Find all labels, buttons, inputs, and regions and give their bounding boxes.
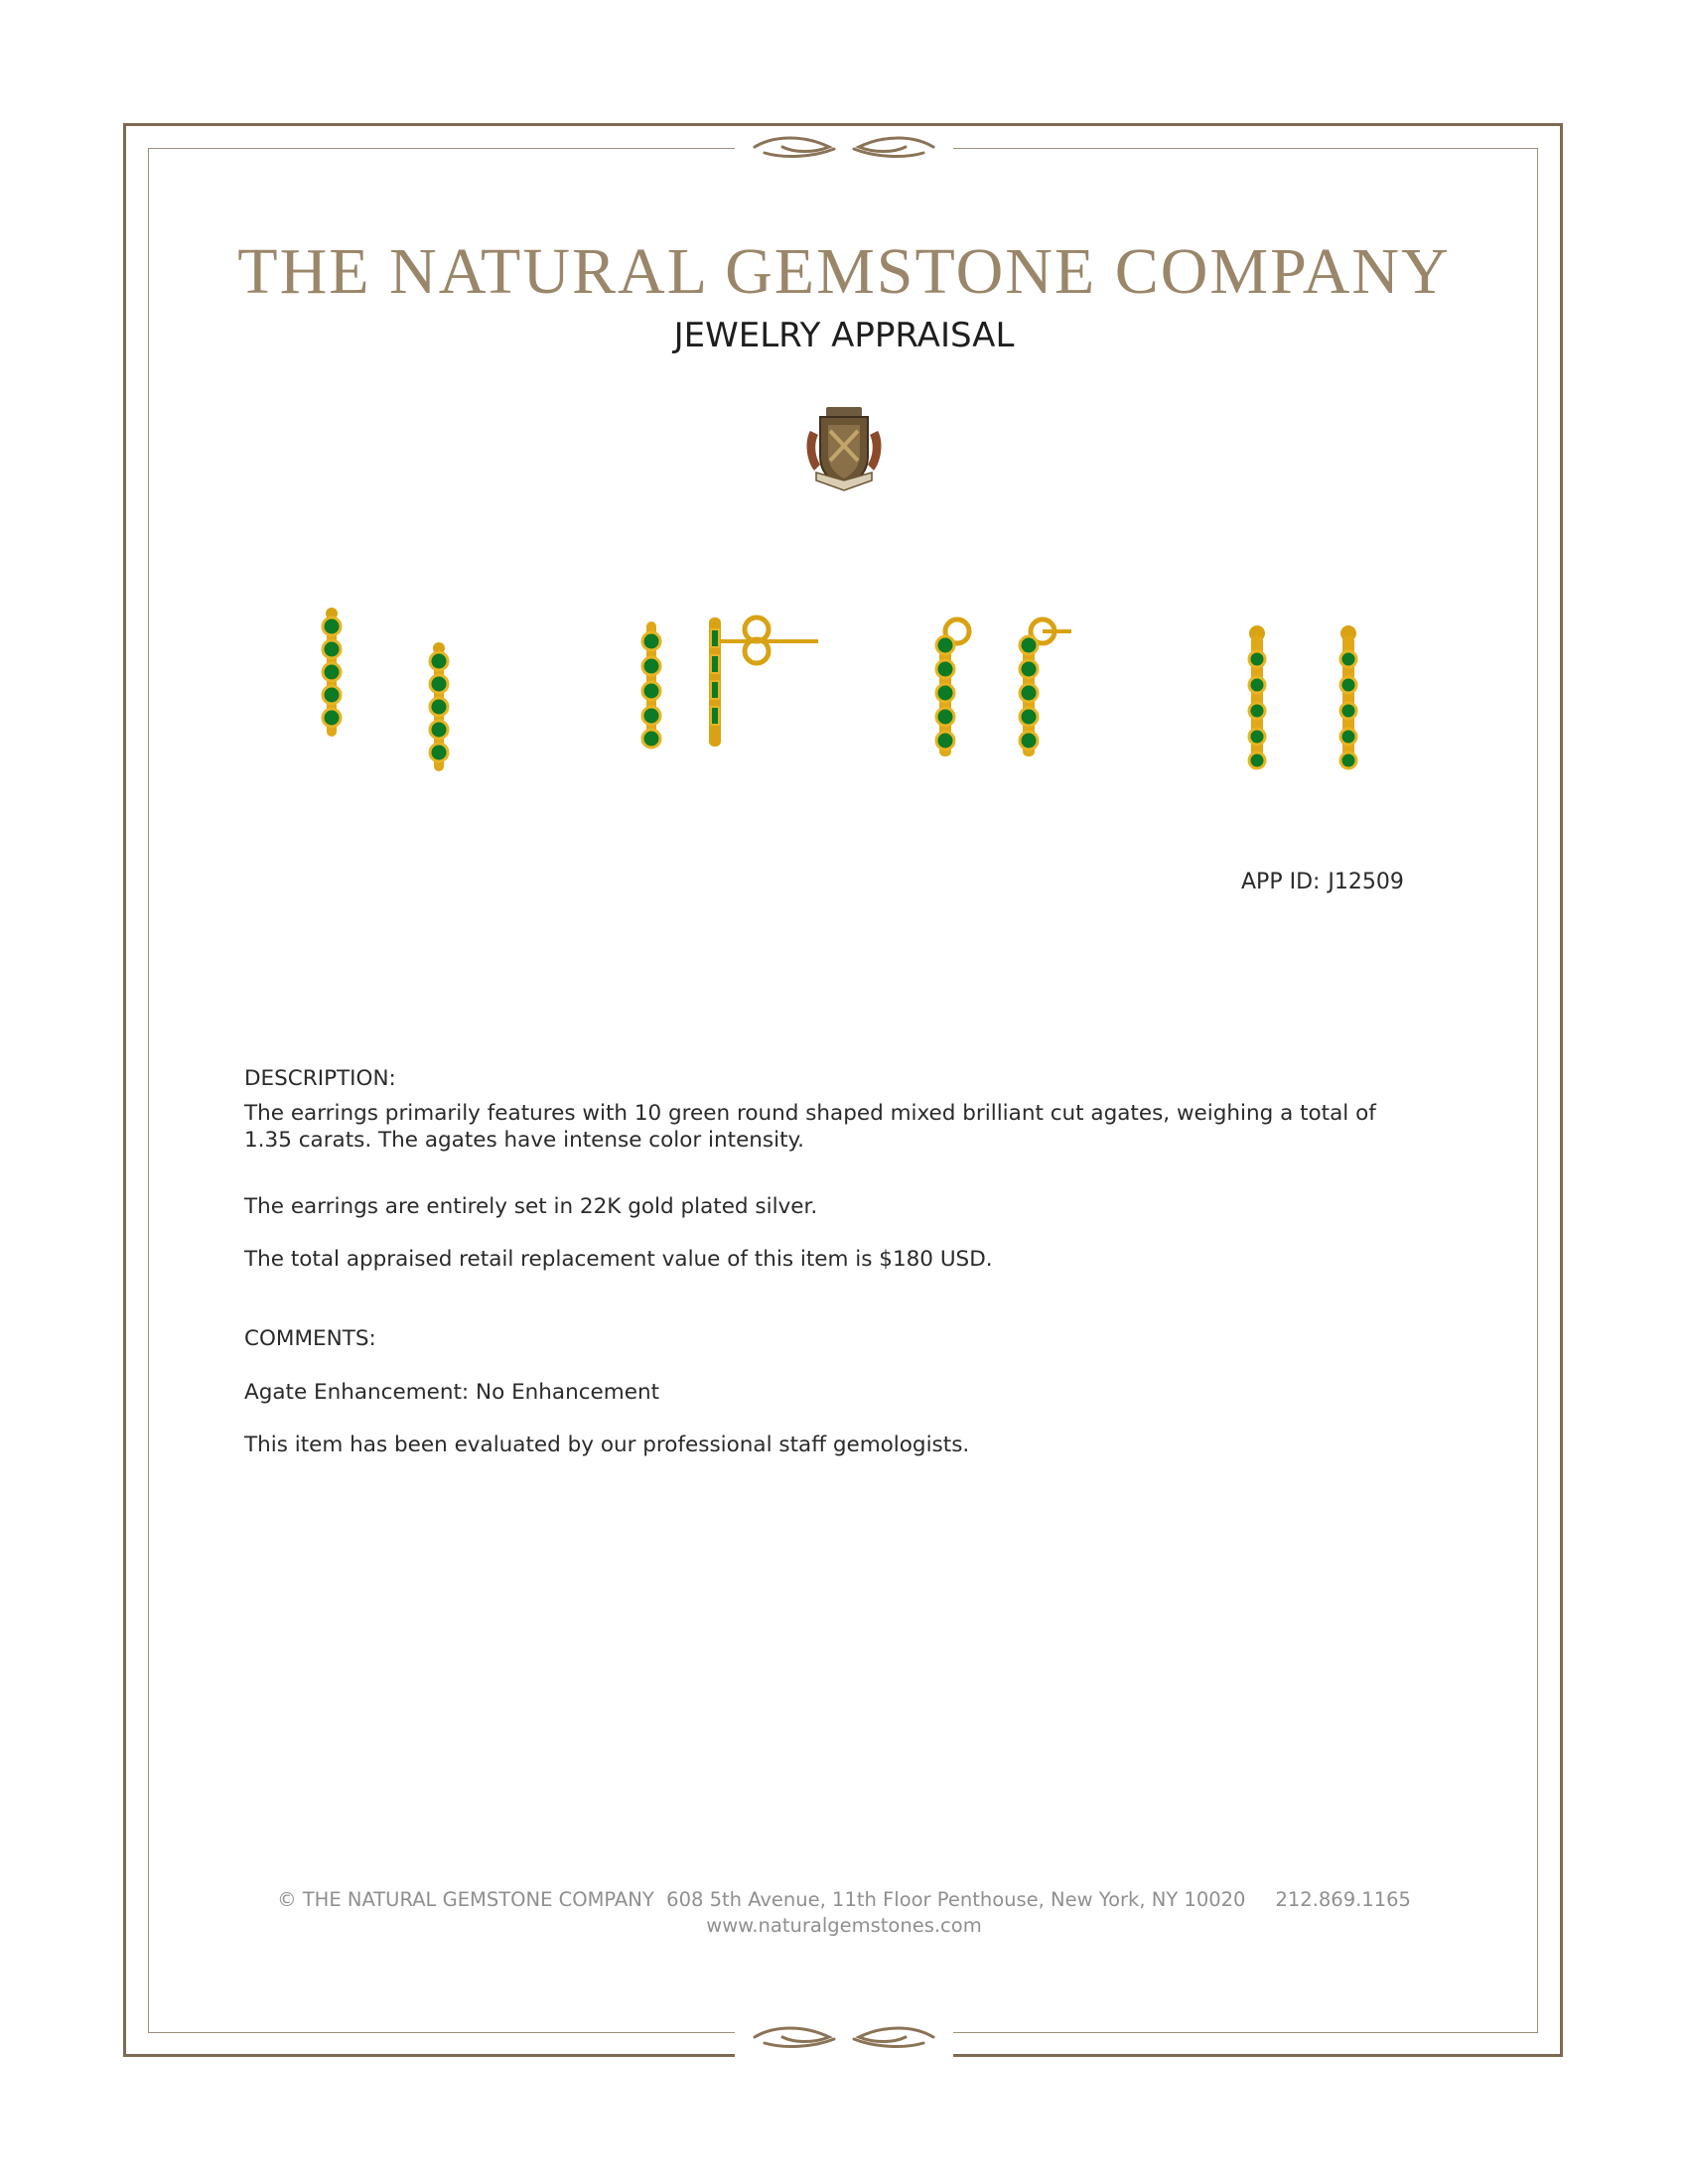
footer-address-line xyxy=(0,1888,1688,1911)
app-id-label: APP ID: xyxy=(1241,870,1321,894)
earring-photo-front xyxy=(246,562,524,836)
description-paragraph: The earrings are entirely set in 22K gold plated silver. xyxy=(244,1194,818,1219)
footer-website[interactable]: www.naturalgemstones.com xyxy=(706,1914,982,1937)
flourish-ornament-icon xyxy=(735,127,953,167)
company-title: THE NATURAL GEMSTONE COMPANY xyxy=(237,235,1451,308)
earring-left xyxy=(323,608,341,737)
description-paragraph: The earrings primarily features with 10 green round shaped mixed brilliant cut agates, weighing a total of 1.35 carats. The agates have intense color intensity. xyxy=(244,1101,1376,1153)
comment-paragraph: This item has been evaluated by our professional staff gemologists. xyxy=(244,1433,970,1457)
product-photo-row xyxy=(246,562,1442,836)
footer-phone: 212.869.1165 xyxy=(1275,1888,1411,1911)
earring-photo-back xyxy=(1164,562,1442,836)
flourish-ornament-icon xyxy=(735,2017,953,2057)
description-paragraph: The total appraised retail replacement value of this item is $180 USD. xyxy=(244,1247,993,1272)
comments-heading: COMMENTS: xyxy=(244,1326,376,1351)
earring-photo-angled xyxy=(858,562,1136,836)
earring-photo-side xyxy=(552,562,830,836)
crest-logo-icon xyxy=(800,401,888,492)
earring-right xyxy=(430,642,448,771)
document-subtitle: JEWELRY APPRAISAL xyxy=(673,316,1015,355)
footer-company: © THE NATURAL GEMSTONE COMPANY xyxy=(277,1888,654,1911)
appraisal-id xyxy=(1241,870,1412,894)
app-id-value: J12509 xyxy=(1328,870,1404,894)
footer-address: 608 5th Avenue, 11th Floor Penthouse, New York, NY 10020 xyxy=(666,1888,1246,1911)
description-heading: DESCRIPTION: xyxy=(244,1066,396,1091)
comment-paragraph: Agate Enhancement: No Enhancement xyxy=(244,1380,660,1405)
